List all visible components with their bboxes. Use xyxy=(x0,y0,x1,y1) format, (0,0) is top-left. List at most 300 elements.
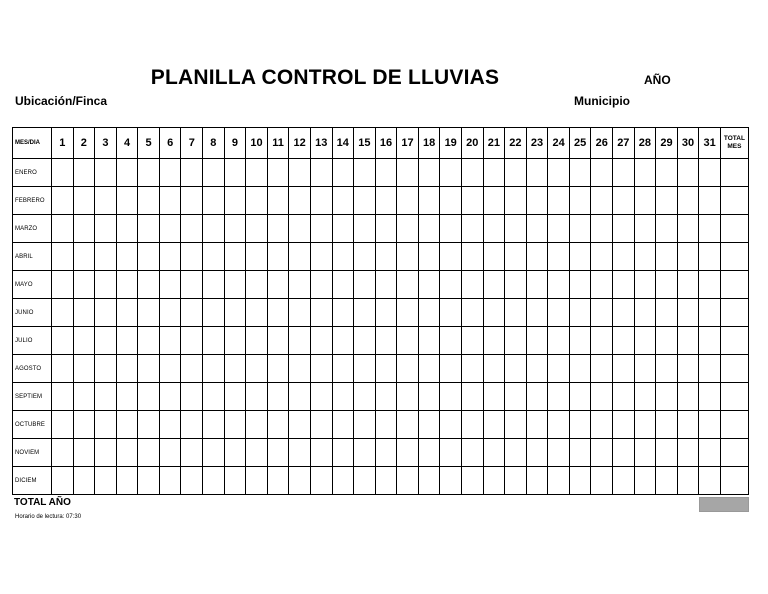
rain-cell[interactable] xyxy=(613,411,635,439)
rain-cell[interactable] xyxy=(310,299,332,327)
rain-cell[interactable] xyxy=(332,355,354,383)
rain-cell[interactable] xyxy=(483,467,505,495)
month-total-cell[interactable] xyxy=(720,467,748,495)
rain-cell[interactable] xyxy=(505,411,527,439)
rain-cell[interactable] xyxy=(440,187,462,215)
rain-cell[interactable] xyxy=(397,271,419,299)
rain-cell[interactable] xyxy=(267,159,289,187)
rain-cell[interactable] xyxy=(569,215,591,243)
rain-cell[interactable] xyxy=(203,271,225,299)
rain-cell[interactable] xyxy=(267,411,289,439)
rain-cell[interactable] xyxy=(483,439,505,467)
rain-cell[interactable] xyxy=(634,187,656,215)
rain-cell[interactable] xyxy=(613,439,635,467)
rain-cell[interactable] xyxy=(548,383,570,411)
rain-cell[interactable] xyxy=(246,299,268,327)
rain-cell[interactable] xyxy=(332,159,354,187)
rain-cell[interactable] xyxy=(289,299,311,327)
rain-cell[interactable] xyxy=(332,439,354,467)
rain-cell[interactable] xyxy=(73,467,95,495)
rain-cell[interactable] xyxy=(613,187,635,215)
rain-cell[interactable] xyxy=(181,411,203,439)
rain-cell[interactable] xyxy=(699,215,721,243)
rain-cell[interactable] xyxy=(52,243,74,271)
rain-cell[interactable] xyxy=(181,187,203,215)
rain-cell[interactable] xyxy=(526,383,548,411)
month-total-cell[interactable] xyxy=(720,383,748,411)
rain-cell[interactable] xyxy=(354,243,376,271)
rain-cell[interactable] xyxy=(159,439,181,467)
rain-cell[interactable] xyxy=(569,467,591,495)
rain-cell[interactable] xyxy=(181,215,203,243)
rain-cell[interactable] xyxy=(73,411,95,439)
rain-cell[interactable] xyxy=(95,383,117,411)
rain-cell[interactable] xyxy=(591,327,613,355)
rain-cell[interactable] xyxy=(569,327,591,355)
rain-cell[interactable] xyxy=(246,243,268,271)
rain-cell[interactable] xyxy=(634,243,656,271)
rain-cell[interactable] xyxy=(505,159,527,187)
month-total-cell[interactable] xyxy=(720,355,748,383)
rain-cell[interactable] xyxy=(699,187,721,215)
rain-cell[interactable] xyxy=(634,467,656,495)
rain-cell[interactable] xyxy=(95,439,117,467)
rain-cell[interactable] xyxy=(677,383,699,411)
rain-cell[interactable] xyxy=(73,187,95,215)
month-total-cell[interactable] xyxy=(720,187,748,215)
rain-cell[interactable] xyxy=(461,327,483,355)
rain-cell[interactable] xyxy=(289,467,311,495)
rain-cell[interactable] xyxy=(418,411,440,439)
rain-cell[interactable] xyxy=(52,327,74,355)
rain-cell[interactable] xyxy=(267,187,289,215)
rain-cell[interactable] xyxy=(310,327,332,355)
rain-cell[interactable] xyxy=(548,299,570,327)
rain-cell[interactable] xyxy=(375,355,397,383)
rain-cell[interactable] xyxy=(224,467,246,495)
rain-cell[interactable] xyxy=(52,411,74,439)
rain-cell[interactable] xyxy=(418,327,440,355)
rain-cell[interactable] xyxy=(203,467,225,495)
rain-cell[interactable] xyxy=(613,299,635,327)
rain-cell[interactable] xyxy=(138,299,160,327)
rain-cell[interactable] xyxy=(52,383,74,411)
rain-cell[interactable] xyxy=(224,243,246,271)
rain-cell[interactable] xyxy=(569,355,591,383)
rain-cell[interactable] xyxy=(224,271,246,299)
rain-cell[interactable] xyxy=(613,215,635,243)
rain-cell[interactable] xyxy=(418,299,440,327)
rain-cell[interactable] xyxy=(138,187,160,215)
rain-cell[interactable] xyxy=(397,355,419,383)
rain-cell[interactable] xyxy=(677,467,699,495)
rain-cell[interactable] xyxy=(397,243,419,271)
rain-cell[interactable] xyxy=(677,327,699,355)
rain-cell[interactable] xyxy=(95,299,117,327)
rain-cell[interactable] xyxy=(375,299,397,327)
rain-cell[interactable] xyxy=(52,467,74,495)
rain-cell[interactable] xyxy=(440,355,462,383)
rain-cell[interactable] xyxy=(116,355,138,383)
rain-cell[interactable] xyxy=(699,299,721,327)
month-total-cell[interactable] xyxy=(720,159,748,187)
rain-cell[interactable] xyxy=(699,439,721,467)
rain-cell[interactable] xyxy=(397,383,419,411)
rain-cell[interactable] xyxy=(116,215,138,243)
rain-cell[interactable] xyxy=(138,327,160,355)
rain-cell[interactable] xyxy=(656,187,678,215)
rain-cell[interactable] xyxy=(569,411,591,439)
rain-cell[interactable] xyxy=(656,439,678,467)
rain-cell[interactable] xyxy=(418,159,440,187)
rain-cell[interactable] xyxy=(246,439,268,467)
rain-cell[interactable] xyxy=(267,467,289,495)
rain-cell[interactable] xyxy=(203,159,225,187)
rain-cell[interactable] xyxy=(116,411,138,439)
rain-cell[interactable] xyxy=(354,187,376,215)
rain-cell[interactable] xyxy=(461,383,483,411)
rain-cell[interactable] xyxy=(332,327,354,355)
month-total-cell[interactable] xyxy=(720,439,748,467)
rain-cell[interactable] xyxy=(203,439,225,467)
rain-cell[interactable] xyxy=(397,327,419,355)
rain-cell[interactable] xyxy=(289,439,311,467)
rain-cell[interactable] xyxy=(138,159,160,187)
rain-cell[interactable] xyxy=(699,411,721,439)
rain-cell[interactable] xyxy=(591,187,613,215)
rain-cell[interactable] xyxy=(246,327,268,355)
rain-cell[interactable] xyxy=(483,411,505,439)
rain-cell[interactable] xyxy=(73,439,95,467)
rain-cell[interactable] xyxy=(634,215,656,243)
rain-cell[interactable] xyxy=(677,187,699,215)
rain-cell[interactable] xyxy=(354,439,376,467)
rain-cell[interactable] xyxy=(440,439,462,467)
rain-cell[interactable] xyxy=(526,411,548,439)
rain-cell[interactable] xyxy=(52,299,74,327)
rain-cell[interactable] xyxy=(95,467,117,495)
rain-cell[interactable] xyxy=(656,215,678,243)
rain-cell[interactable] xyxy=(224,355,246,383)
rain-cell[interactable] xyxy=(267,439,289,467)
rain-cell[interactable] xyxy=(310,215,332,243)
rain-cell[interactable] xyxy=(224,187,246,215)
rain-cell[interactable] xyxy=(138,355,160,383)
rain-cell[interactable] xyxy=(267,299,289,327)
rain-cell[interactable] xyxy=(591,159,613,187)
rain-cell[interactable] xyxy=(73,355,95,383)
rain-cell[interactable] xyxy=(375,187,397,215)
rain-cell[interactable] xyxy=(440,327,462,355)
rain-cell[interactable] xyxy=(656,411,678,439)
rain-cell[interactable] xyxy=(483,243,505,271)
rain-cell[interactable] xyxy=(526,439,548,467)
rain-cell[interactable] xyxy=(634,383,656,411)
rain-cell[interactable] xyxy=(181,299,203,327)
rain-cell[interactable] xyxy=(526,327,548,355)
rain-cell[interactable] xyxy=(289,271,311,299)
rain-cell[interactable] xyxy=(289,327,311,355)
rain-cell[interactable] xyxy=(569,383,591,411)
rain-cell[interactable] xyxy=(483,327,505,355)
rain-cell[interactable] xyxy=(505,299,527,327)
rain-cell[interactable] xyxy=(634,439,656,467)
rain-cell[interactable] xyxy=(483,383,505,411)
rain-cell[interactable] xyxy=(203,215,225,243)
rain-cell[interactable] xyxy=(224,439,246,467)
rain-cell[interactable] xyxy=(354,271,376,299)
rain-cell[interactable] xyxy=(224,383,246,411)
rain-cell[interactable] xyxy=(138,439,160,467)
rain-cell[interactable] xyxy=(634,159,656,187)
rain-cell[interactable] xyxy=(116,159,138,187)
rain-cell[interactable] xyxy=(569,187,591,215)
rain-cell[interactable] xyxy=(505,439,527,467)
rain-cell[interactable] xyxy=(289,355,311,383)
rain-cell[interactable] xyxy=(332,467,354,495)
rain-cell[interactable] xyxy=(418,271,440,299)
rain-cell[interactable] xyxy=(677,411,699,439)
rain-cell[interactable] xyxy=(461,411,483,439)
month-total-cell[interactable] xyxy=(720,411,748,439)
rain-cell[interactable] xyxy=(310,383,332,411)
rain-cell[interactable] xyxy=(224,327,246,355)
rain-cell[interactable] xyxy=(569,159,591,187)
rain-cell[interactable] xyxy=(310,467,332,495)
rain-cell[interactable] xyxy=(138,411,160,439)
rain-cell[interactable] xyxy=(95,159,117,187)
rain-cell[interactable] xyxy=(591,215,613,243)
month-total-cell[interactable] xyxy=(720,215,748,243)
rain-cell[interactable] xyxy=(181,467,203,495)
rain-cell[interactable] xyxy=(397,187,419,215)
rain-cell[interactable] xyxy=(203,243,225,271)
rain-cell[interactable] xyxy=(613,467,635,495)
rain-cell[interactable] xyxy=(526,243,548,271)
rain-cell[interactable] xyxy=(591,243,613,271)
rain-cell[interactable] xyxy=(73,243,95,271)
rain-cell[interactable] xyxy=(289,215,311,243)
rain-cell[interactable] xyxy=(505,187,527,215)
rain-cell[interactable] xyxy=(699,327,721,355)
rain-cell[interactable] xyxy=(375,271,397,299)
rain-cell[interactable] xyxy=(116,327,138,355)
rain-cell[interactable] xyxy=(699,355,721,383)
rain-cell[interactable] xyxy=(289,411,311,439)
rain-cell[interactable] xyxy=(52,439,74,467)
rain-cell[interactable] xyxy=(656,355,678,383)
rain-cell[interactable] xyxy=(95,271,117,299)
rain-cell[interactable] xyxy=(181,327,203,355)
rain-cell[interactable] xyxy=(397,299,419,327)
rain-cell[interactable] xyxy=(526,467,548,495)
rain-cell[interactable] xyxy=(397,215,419,243)
rain-cell[interactable] xyxy=(289,159,311,187)
rain-cell[interactable] xyxy=(246,271,268,299)
rain-cell[interactable] xyxy=(375,467,397,495)
rain-cell[interactable] xyxy=(310,411,332,439)
rain-cell[interactable] xyxy=(159,187,181,215)
rain-cell[interactable] xyxy=(440,383,462,411)
rain-cell[interactable] xyxy=(224,411,246,439)
rain-cell[interactable] xyxy=(505,271,527,299)
rain-cell[interactable] xyxy=(677,159,699,187)
total-year-cell[interactable] xyxy=(699,497,749,512)
rain-cell[interactable] xyxy=(613,243,635,271)
rain-cell[interactable] xyxy=(677,355,699,383)
rain-cell[interactable] xyxy=(95,355,117,383)
rain-cell[interactable] xyxy=(548,327,570,355)
rain-cell[interactable] xyxy=(73,159,95,187)
rain-cell[interactable] xyxy=(461,299,483,327)
rain-cell[interactable] xyxy=(138,243,160,271)
month-total-cell[interactable] xyxy=(720,327,748,355)
rain-cell[interactable] xyxy=(267,215,289,243)
rain-cell[interactable] xyxy=(310,439,332,467)
rain-cell[interactable] xyxy=(613,383,635,411)
rain-cell[interactable] xyxy=(677,271,699,299)
rain-cell[interactable] xyxy=(289,243,311,271)
rain-cell[interactable] xyxy=(591,411,613,439)
rain-cell[interactable] xyxy=(375,215,397,243)
rain-cell[interactable] xyxy=(181,355,203,383)
rain-cell[interactable] xyxy=(461,467,483,495)
rain-cell[interactable] xyxy=(461,159,483,187)
rain-cell[interactable] xyxy=(354,159,376,187)
rain-cell[interactable] xyxy=(73,271,95,299)
rain-cell[interactable] xyxy=(591,299,613,327)
rain-cell[interactable] xyxy=(548,439,570,467)
rain-cell[interactable] xyxy=(203,187,225,215)
rain-cell[interactable] xyxy=(548,187,570,215)
rain-cell[interactable] xyxy=(332,187,354,215)
rain-cell[interactable] xyxy=(181,271,203,299)
rain-cell[interactable] xyxy=(418,355,440,383)
rain-cell[interactable] xyxy=(354,411,376,439)
rain-cell[interactable] xyxy=(310,271,332,299)
rain-cell[interactable] xyxy=(52,215,74,243)
rain-cell[interactable] xyxy=(699,159,721,187)
rain-cell[interactable] xyxy=(483,355,505,383)
rain-cell[interactable] xyxy=(375,327,397,355)
rain-cell[interactable] xyxy=(483,299,505,327)
rain-cell[interactable] xyxy=(289,187,311,215)
rain-cell[interactable] xyxy=(526,271,548,299)
rain-cell[interactable] xyxy=(310,187,332,215)
rain-cell[interactable] xyxy=(116,187,138,215)
rain-cell[interactable] xyxy=(505,383,527,411)
rain-cell[interactable] xyxy=(461,215,483,243)
rain-cell[interactable] xyxy=(440,243,462,271)
rain-cell[interactable] xyxy=(375,383,397,411)
rain-cell[interactable] xyxy=(52,271,74,299)
rain-cell[interactable] xyxy=(548,355,570,383)
rain-cell[interactable] xyxy=(526,215,548,243)
rain-cell[interactable] xyxy=(634,299,656,327)
rain-cell[interactable] xyxy=(483,187,505,215)
rain-cell[interactable] xyxy=(354,383,376,411)
rain-cell[interactable] xyxy=(159,411,181,439)
rain-cell[interactable] xyxy=(354,355,376,383)
rain-cell[interactable] xyxy=(418,439,440,467)
rain-cell[interactable] xyxy=(267,327,289,355)
rain-cell[interactable] xyxy=(548,243,570,271)
rain-cell[interactable] xyxy=(116,439,138,467)
rain-cell[interactable] xyxy=(591,467,613,495)
rain-cell[interactable] xyxy=(505,243,527,271)
rain-cell[interactable] xyxy=(375,243,397,271)
rain-cell[interactable] xyxy=(526,159,548,187)
rain-cell[interactable] xyxy=(203,355,225,383)
rain-cell[interactable] xyxy=(634,327,656,355)
rain-cell[interactable] xyxy=(613,271,635,299)
month-total-cell[interactable] xyxy=(720,299,748,327)
rain-cell[interactable] xyxy=(159,467,181,495)
rain-cell[interactable] xyxy=(246,187,268,215)
rain-cell[interactable] xyxy=(634,411,656,439)
rain-cell[interactable] xyxy=(375,411,397,439)
rain-cell[interactable] xyxy=(246,355,268,383)
rain-cell[interactable] xyxy=(548,159,570,187)
rain-cell[interactable] xyxy=(332,299,354,327)
rain-cell[interactable] xyxy=(224,159,246,187)
rain-cell[interactable] xyxy=(267,355,289,383)
rain-cell[interactable] xyxy=(181,243,203,271)
rain-cell[interactable] xyxy=(267,243,289,271)
rain-cell[interactable] xyxy=(267,271,289,299)
rain-cell[interactable] xyxy=(677,243,699,271)
rain-cell[interactable] xyxy=(159,243,181,271)
rain-cell[interactable] xyxy=(440,159,462,187)
rain-cell[interactable] xyxy=(613,327,635,355)
rain-cell[interactable] xyxy=(397,411,419,439)
rain-cell[interactable] xyxy=(591,383,613,411)
rain-cell[interactable] xyxy=(505,355,527,383)
rain-cell[interactable] xyxy=(159,215,181,243)
rain-cell[interactable] xyxy=(95,215,117,243)
rain-cell[interactable] xyxy=(246,159,268,187)
rain-cell[interactable] xyxy=(332,383,354,411)
rain-cell[interactable] xyxy=(548,467,570,495)
rain-cell[interactable] xyxy=(181,383,203,411)
rain-cell[interactable] xyxy=(354,467,376,495)
rain-cell[interactable] xyxy=(116,467,138,495)
rain-cell[interactable] xyxy=(138,215,160,243)
rain-cell[interactable] xyxy=(461,271,483,299)
rain-cell[interactable] xyxy=(613,355,635,383)
month-total-cell[interactable] xyxy=(720,271,748,299)
rain-cell[interactable] xyxy=(418,383,440,411)
rain-cell[interactable] xyxy=(418,243,440,271)
rain-cell[interactable] xyxy=(159,159,181,187)
rain-cell[interactable] xyxy=(677,215,699,243)
rain-cell[interactable] xyxy=(52,187,74,215)
rain-cell[interactable] xyxy=(699,243,721,271)
rain-cell[interactable] xyxy=(375,159,397,187)
rain-cell[interactable] xyxy=(332,215,354,243)
rain-cell[interactable] xyxy=(656,299,678,327)
rain-cell[interactable] xyxy=(656,467,678,495)
rain-cell[interactable] xyxy=(95,187,117,215)
rain-cell[interactable] xyxy=(656,383,678,411)
rain-cell[interactable] xyxy=(267,383,289,411)
rain-cell[interactable] xyxy=(354,299,376,327)
rain-cell[interactable] xyxy=(246,215,268,243)
rain-cell[interactable] xyxy=(116,383,138,411)
rain-cell[interactable] xyxy=(73,327,95,355)
rain-cell[interactable] xyxy=(52,355,74,383)
rain-cell[interactable] xyxy=(505,327,527,355)
